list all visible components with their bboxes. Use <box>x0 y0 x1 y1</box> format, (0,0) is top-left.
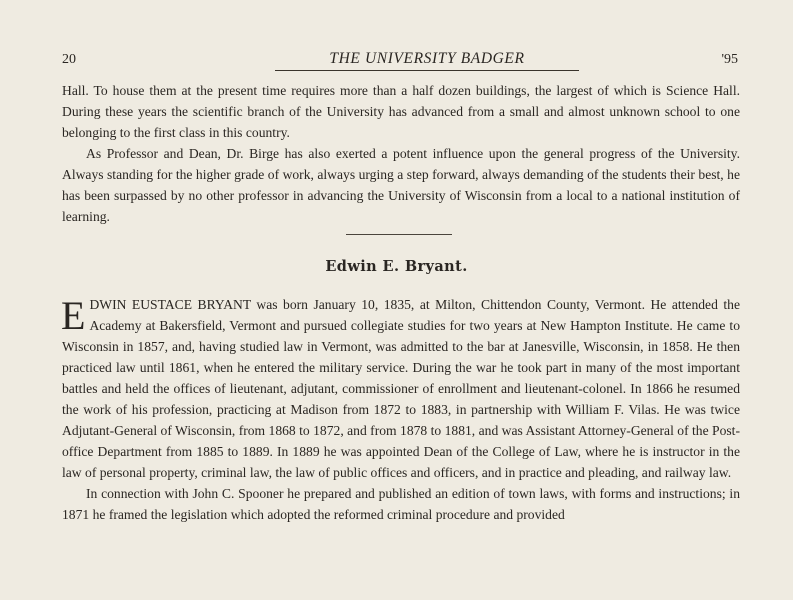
section-title: Edwin E. Bryant. <box>325 258 468 275</box>
page-year: '95 <box>721 52 738 67</box>
running-title: THE UNIVERSITY BADGER <box>275 50 579 71</box>
intro-paragraph-2: As Professor and Dean, Dr. Birge has also exerted a potent influence upon the general progress of the University. Always standing for the higher grade of work, always urging a step forward, always demanding of the students their best, he has been surpassed by no other professor in advancing the University of Wisconsin from a local to a national institution of learning. <box>62 146 740 224</box>
biography-text <box>62 294 740 525</box>
biography-paragraph-2: In connection with John C. Spooner he prepared and published an edition of town laws, with forms and instructions; in 1871 he framed the legislation which adopted the reformed criminal procedure and provided <box>62 486 740 522</box>
running-header <box>62 50 742 72</box>
biography-paragraph-1-text: DWIN EUSTACE BRYANT was born January 10, 1835, at Milton, Chittendon County, Vermont. He attended the Academy at Bakersfield, Vermont and pursued collegiate studies for two years at New Hampton Institute. He came to Wisconsin in 1857, and, having studied law in Vermont, was admitted to the bar at Janesville, Wisconsin, in 1858. He then practiced law until 1861, when he entered the military service. During the war he took part in many of the most important battles and held the offices of lieutenant, adjutant, commissioner of enrollment and lieutenant-colonel. In 1866 he resumed the work of his profession, practicing at Madison from 1872 to 1883, in partnership with William F. Vilas. He was twice Adjutant-General of Wisconsin, from 1868 to 1872, and from 1878 to 1881, and was Assistant Attorney-General of the Post-office Department from 1885 to 1889. In 1889 he was appointed Dean of the College of Law, where he is instructor in the law of personal property, criminal law, the law of public offices and officers, and in practice and pleading, and railway law. <box>62 297 740 480</box>
drop-cap: E <box>61 293 86 338</box>
biography-paragraph-1 <box>62 294 740 483</box>
page-number: 20 <box>62 52 76 67</box>
section-divider <box>346 234 452 235</box>
intro-text <box>62 80 740 227</box>
intro-paragraph-1: Hall. To house them at the present time requires more than a half dozen buildings, the largest of which is Science Hall. During these years the scientific branch of the University has advanced from a small and almost unknown school to one belonging to the first class in this country. <box>62 83 740 140</box>
